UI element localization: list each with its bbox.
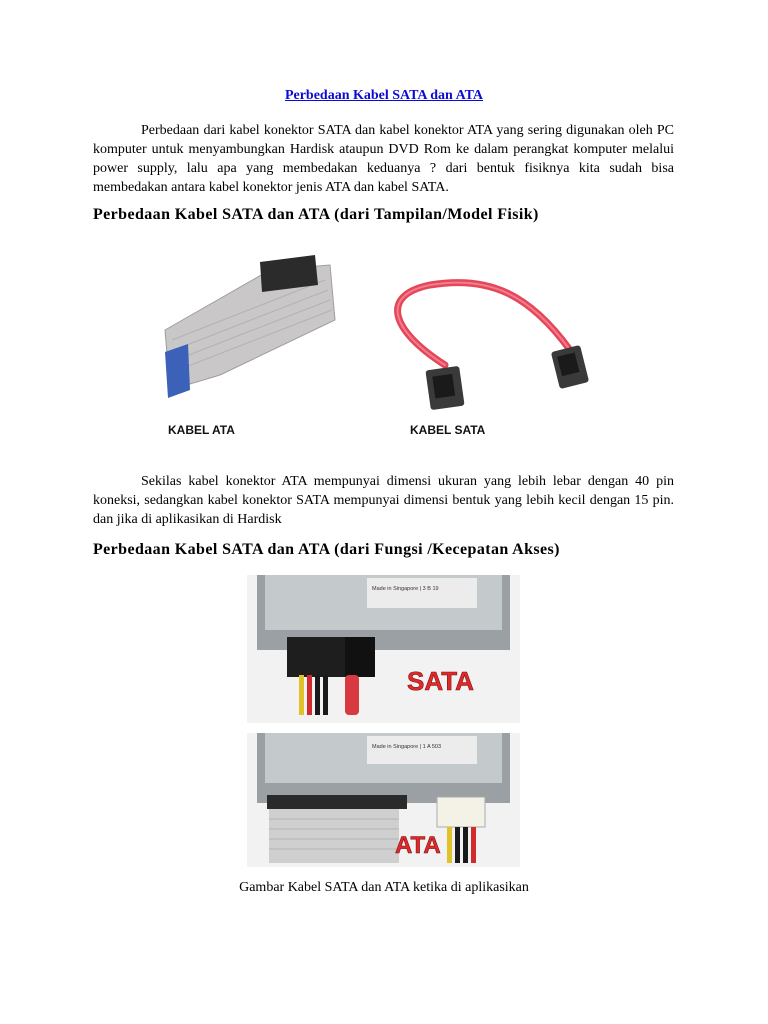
cable-comparison-figure	[160, 240, 610, 450]
document-title-link[interactable]: Perbedaan Kabel SATA dan ATA	[284, 88, 484, 103]
comparison-paragraph: Sekilas kabel konektor ATA mempunyai dimensi ukuran yang lebih lebar dengan 40 pin koneksi, sedangkan kabel konektor SATA mempunyai dimensi bentuk yang lebih kecil dengan 15 pin. dan jika di aplikasikan di Hardisk	[93, 474, 674, 527]
label-kabel-ata: KABEL ATA	[168, 423, 235, 437]
section-heading-physical: Perbedaan Kabel SATA dan ATA (dari Tampilan/Model Fisik)	[93, 206, 539, 223]
photo-label-ata: ATA	[395, 832, 441, 859]
sticker-text-2: Made in Singapore | 1 A 503	[372, 744, 442, 750]
photo-label-sata: SATA	[407, 666, 474, 696]
ata-ribbon-cable-image	[165, 255, 335, 398]
sata-hardisk-photo	[247, 575, 520, 723]
section-heading-function: Perbedaan Kabel SATA dan ATA (dari Fungsi /Kecepatan Akses)	[93, 541, 560, 558]
label-kabel-sata: KABEL SATA	[410, 423, 486, 437]
sata-red-cable-image	[398, 283, 590, 411]
ata-hardisk-photo	[247, 733, 520, 867]
figure-caption: Gambar Kabel SATA dan ATA ketika di aplikasikan	[239, 880, 529, 895]
sticker-text-1: Made in Singapore | 3 B 19	[372, 586, 439, 592]
intro-paragraph: Perbedaan dari kabel konektor SATA dan kabel konektor ATA yang sering digunakan oleh PC komputer untuk menyambungkan Hardisk ataupun DVD Rom ke dalam perangkat komputer melalui power supply, lalu apa yang membedakan keduanya ? dari bentuk fisiknya kita sudah bisa membedakan antara kabel konektor jenis ATA dan kabel SATA.	[93, 123, 674, 195]
